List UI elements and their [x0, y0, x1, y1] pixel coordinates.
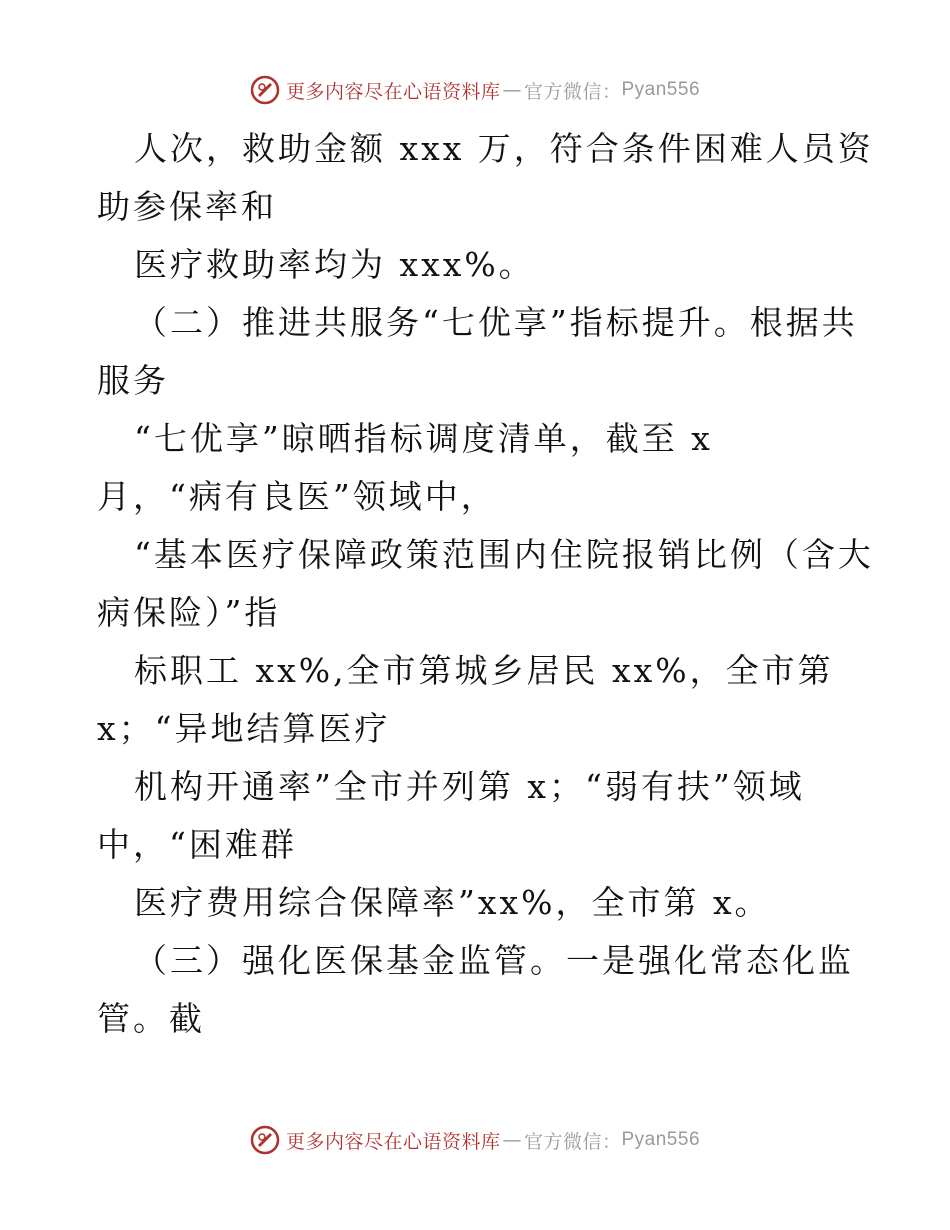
watermark-wechat-id: Pyan556 — [621, 1129, 701, 1150]
brand-logo-icon — [250, 1125, 280, 1155]
watermark-separator: — — [502, 79, 522, 101]
text-line-7: 月，“病有良医”领域中， — [97, 477, 497, 516]
text-line-12: 机构开通率”全市并列第 x；“弱有扶”领域 — [134, 767, 805, 806]
text-line-6: “七优享”晾晒指标调度清单，截至 x — [134, 419, 713, 458]
brand-logo-icon — [250, 75, 280, 105]
text-line-10: 标职工 xx%,全市第城乡居民 xx%，全市第 — [134, 651, 834, 690]
watermark-wechat-id: Pyan556 — [621, 79, 701, 100]
watermark-wechat-label: 官方微信： — [523, 1131, 622, 1153]
watermark-separator: — — [502, 1129, 522, 1151]
document-body — [97, 120, 874, 1048]
text-line-15: （三）强化医保基金监管。一是强化常态化监 — [134, 941, 854, 980]
header-watermark — [0, 73, 950, 107]
text-line-4: （二）推进共服务“七优享”指标提升。根据共 — [134, 303, 858, 342]
text-line-16: 管。截 — [97, 999, 205, 1038]
watermark-text: 更多内容尽在心语资料库 — [285, 80, 501, 103]
footer-watermark — [0, 1123, 950, 1157]
text-line-14: 医疗费用综合保障率”xx%，全市第 x。 — [134, 883, 771, 922]
watermark-wechat-label: 官方微信： — [523, 81, 622, 103]
text-line-1: 人次，救助金额 xxx 万，符合条件困难人员资 — [134, 129, 874, 168]
watermark-text: 更多内容尽在心语资料库 — [285, 1130, 501, 1153]
text-line-8: “基本医疗保障政策范围内住院报销比例（含大 — [134, 535, 874, 574]
text-line-2: 助参保率和 — [97, 187, 277, 226]
text-line-5: 服务 — [97, 361, 169, 400]
text-line-3: 医疗救助率均为 xxx%。 — [134, 245, 535, 284]
text-line-9: 病保险）”指 — [97, 593, 281, 632]
text-line-13: 中，“困难群 — [97, 825, 297, 864]
text-line-11: x；“异地结算医疗 — [97, 709, 391, 748]
